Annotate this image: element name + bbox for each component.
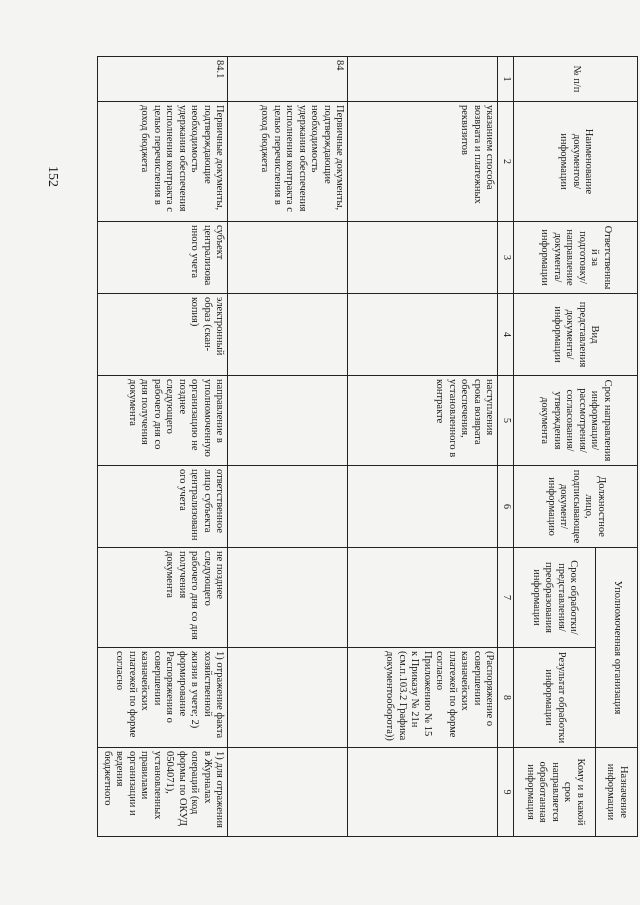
document-flow-table xyxy=(98,56,639,837)
header-num: № п/п xyxy=(514,57,638,102)
row-form xyxy=(228,294,348,376)
row-destination xyxy=(348,748,498,837)
row-form: электронный образ (скан-копия) xyxy=(98,294,228,376)
header-signer: Должностное лицо, подписывающее документ/ информацию xyxy=(514,466,638,548)
header-processing-deadline: Срок обработки/ представления/ преобразования информации xyxy=(514,548,596,648)
row-responsible xyxy=(228,222,348,294)
row-responsible: субъект централизованного учета xyxy=(98,222,228,294)
header-authorized-organization: Уполномоченная организация xyxy=(596,548,638,748)
row-signer xyxy=(228,466,348,548)
header-name: Наименование документов/ информации xyxy=(514,102,638,222)
header-deadline: Срок направления информации/ рассмотрения/ согласования/ утверждения документа xyxy=(514,376,638,466)
row-num: 84 xyxy=(228,57,348,102)
row-destination xyxy=(228,748,348,837)
row-responsible xyxy=(348,222,498,294)
column-number: 7 xyxy=(498,548,514,648)
row-destination: 1) для отражения в Журналах операций (код формы по ОКУД 0504071), установленных правилами организации и ведения бюджетного xyxy=(98,748,228,837)
row-num: 84.1 xyxy=(98,57,228,102)
table-row xyxy=(228,57,348,837)
row-processing-deadline xyxy=(348,548,498,648)
table-row xyxy=(98,57,228,837)
row-signer xyxy=(348,466,498,548)
row-processing-deadline: не позднее следующего рабочего дня со дня получения документа xyxy=(98,548,228,648)
row-num xyxy=(348,57,498,102)
page-number: 152 xyxy=(45,166,60,187)
row-name: Первичные документы, подтверждающие необходимость удержания обеспечения исполнения контракта с целью перечисления в доход бюджета xyxy=(98,102,228,222)
column-number: 9 xyxy=(498,748,514,837)
row-processing-result: 1) отражение факта хозяйственной жизни в учете; 2) формирование Распоряжения о совершении казначейских платежей по форме согласно xyxy=(98,648,228,748)
row-deadline xyxy=(228,376,348,466)
column-number: 6 xyxy=(498,466,514,548)
row-signer: ответственное лицо субъекта централизованного учета xyxy=(98,466,228,548)
table-row xyxy=(348,57,498,837)
column-number: 2 xyxy=(498,102,514,222)
row-deadline: направление в уполномоченную организацию не позднее следующего рабочего дня со дня получения документа xyxy=(98,376,228,466)
column-number: 1 xyxy=(498,57,514,102)
row-processing-result: (Распоряжение о совершении казначейских платежей по форме согласно Приложению № 15 к Приказу № 21н (см.п.103.2 Графика документооборота)) xyxy=(348,648,498,748)
header-destination: Кому и в какой срок направляется обработанная информация xyxy=(514,748,596,837)
column-number: 4 xyxy=(498,294,514,376)
header-form: Вид представления документа/ информации xyxy=(514,294,638,376)
header-destination-group: Назначение информации xyxy=(596,748,638,837)
row-processing-result xyxy=(228,648,348,748)
row-name: указанием способа возврата и платежных реквизитов xyxy=(348,102,498,222)
row-form xyxy=(348,294,498,376)
document-table-rotated xyxy=(102,56,638,836)
column-number: 5 xyxy=(498,376,514,466)
row-name: Первичные документы, подтверждающие необходимость удержания обеспечения исполнения контракта с целью перечисления в доход бюджета xyxy=(228,102,348,222)
header-processing-result: Результат обработки информации xyxy=(514,648,596,748)
header-responsible: Ответственный за подготовку/ направление документа/ информации xyxy=(514,222,638,294)
column-number: 3 xyxy=(498,222,514,294)
column-number: 8 xyxy=(498,648,514,748)
row-processing-deadline xyxy=(228,548,348,648)
row-deadline: наступления срока возврата обеспечения, установленного в контракте xyxy=(348,376,498,466)
